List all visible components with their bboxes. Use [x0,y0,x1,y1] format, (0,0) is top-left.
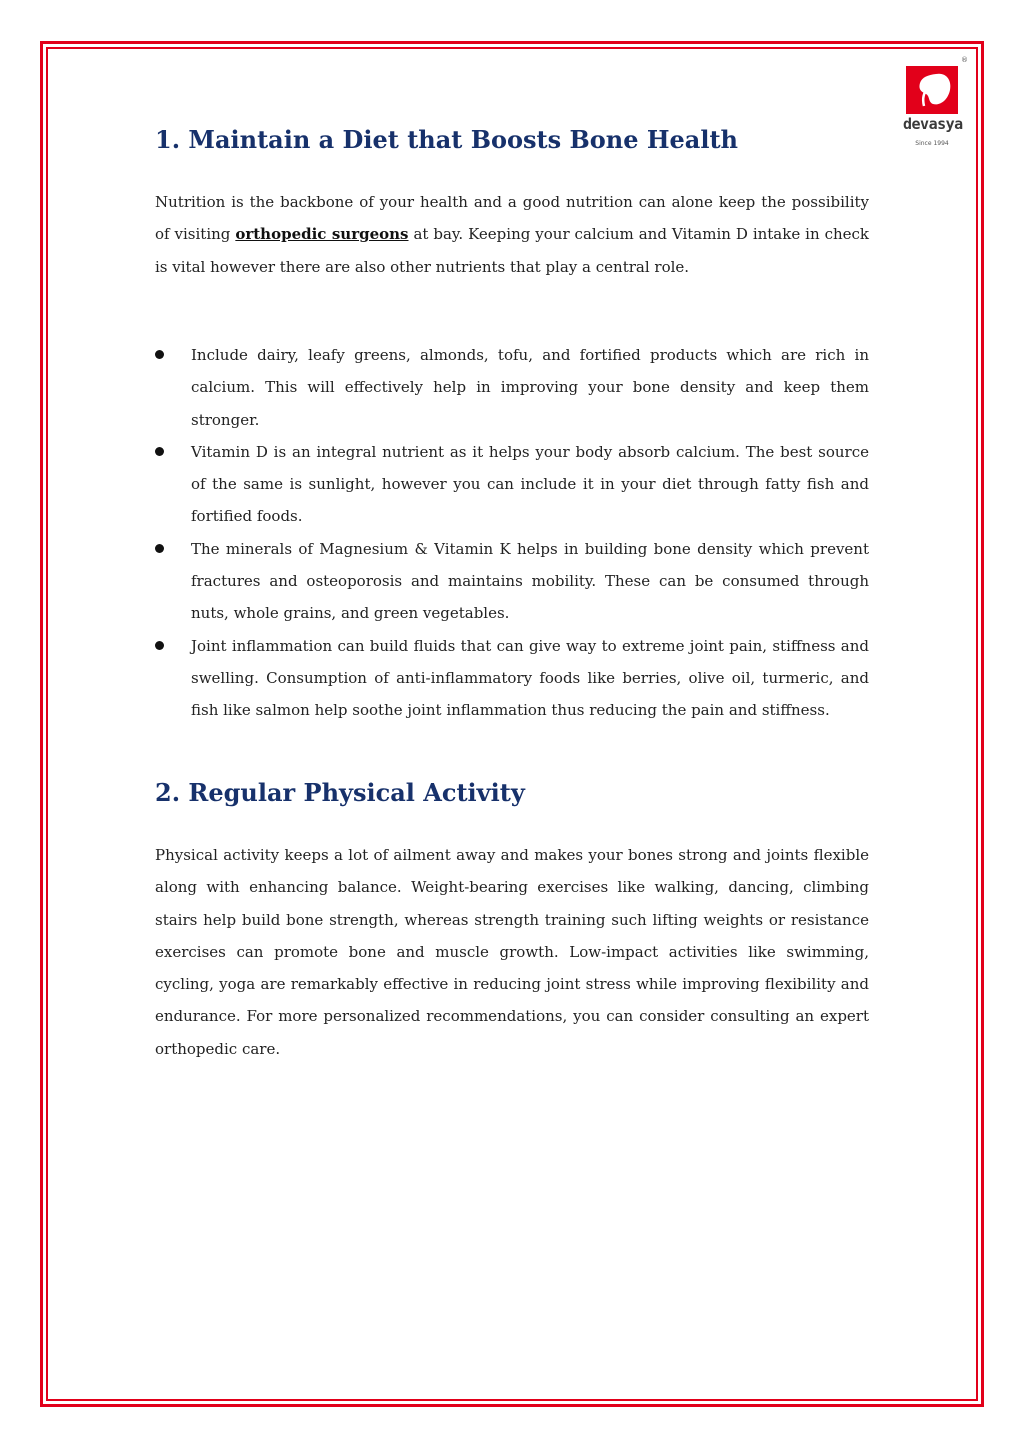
bullet-icon [155,641,164,650]
section2-heading: 2. Regular Physical Activity [155,778,525,807]
list-item-text: Include dairy, leafy greens, almonds, tofu, and fortified products which are rich in calcium. This will effectively help in improving your bone density and keep them stronger. [191,346,869,429]
section1-heading: 1. Maintain a Diet that Boosts Bone Health [155,125,739,154]
bullet-icon [155,447,164,456]
bullet-icon [155,350,164,359]
logo-emblem [906,66,958,114]
list-item [155,630,869,727]
logo-brand-name: devasya [903,115,963,133]
section2-body: Physical activity keeps a lot of ailment away and makes your bones strong and joints flexible along with enhancing balance. Weight-bearing exercises like walking, dancing, climbing stairs help build bone strength, whereas strength training such lifting weights or resistance exercises can promote bone and muscle growth. Low-impact activities like swimming, cycling, yoga are remarkably effective in reducing joint stress while improving flexibility and endurance. For more personalized recommendations, you can consider consulting an expert orthopedic care. [155,846,869,1058]
list-item-text: Joint inflammation can build fluids that can give way to extreme joint pain, stiffness and swelling. Consumption of anti-inflammatory foods like berries, olive oil, turmeric, and fish like salmon help soothe joint inflammation thus reducing the pain and stiffness. [191,636,869,720]
logo-since-text: Since 1994 [915,140,949,147]
list-item-text: The minerals of Magnesium & Vitamin K helps in building bone density which prevent fractures and osteoporosis and maintains mobility. These can be consumed through nuts, whole grains, and green vegetables. [191,539,869,623]
section1-intro [155,186,869,283]
nutrition-bullet-list [155,339,869,727]
intro-text-end: at bay. Keeping your calcium and Vitamin D intake in check is vital however there are also other nutrients that play a central role. [155,225,870,276]
intro-text-start: Nutrition is the backbone of your health and a good nutrition can alone keep the possibility of visiting [155,193,869,244]
registered-mark: ® [961,56,968,64]
list-item-text: Vitamin D is an integral nutrient as it helps your body absorb calcium. The best source of the same is sunlight, however you can include it in your diet through fatty fish and fortified foods. [191,442,869,526]
list-item [155,339,869,436]
bullet-icon [155,544,164,553]
kidney-icon [906,66,958,114]
list-item [155,436,869,533]
list-item [155,533,869,630]
devasya-logo [903,56,968,156]
orthopedic-surgeons-link[interactable]: orthopedic surgeons [235,225,409,244]
